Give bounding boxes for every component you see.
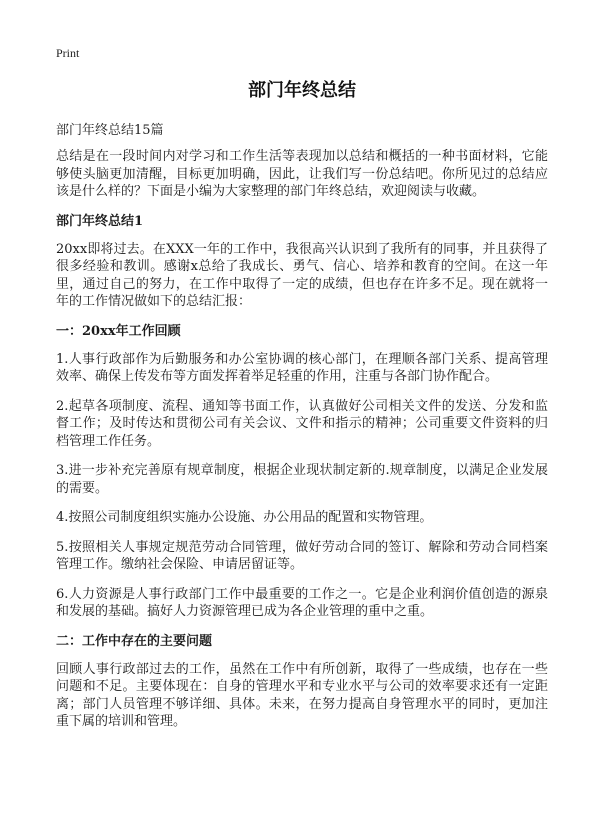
list-item: 5.按照相关人事规定规范劳动合同管理，做好劳动合同的签订、解除和劳动合同档案管理工作。缴纳社会保险、申请居留证等。 xyxy=(56,539,548,572)
list-item: 1.人事行政部作为后勤服务和办公室协调的核心部门，在理顺各部门关系、提高管理效率、确保上传发布等方面发挥着举足轻重的作用，注重与各部门协作配合。 xyxy=(56,351,548,384)
list-item: 6.人力资源是人事行政部门工作中最重要的工作之一。它是企业利润价值创造的源泉和发展的基础。搞好人力资源管理已成为各企业管理的重中之重。 xyxy=(56,586,548,619)
list-item: 4.按照公司制度组织实施办公设施、办公用品的配置和实物管理。 xyxy=(56,510,433,525)
print-link[interactable]: Print xyxy=(56,46,80,60)
list-item: 2.起草各项制度、流程、通知等书面工作，认真做好公司相关文件的发送、分发和监督工作；及时传达和贯彻公司有关会议、文件和指示的精神；公司重要文件资料的归档管理工作任务。 xyxy=(56,398,548,449)
page-title: 部门年终总结 xyxy=(248,80,356,101)
document-subtitle: 部门年终总结15篇 xyxy=(56,123,164,138)
intro-paragraph: 总结是在一段时间内对学习和工作生活等表现加以总结和概括的一种书面材料，它能够使头脑更加清醒，目标更加明确，因此，让我们写一份总结吧。你所见过的总结应该是什么样的？下面是小编为大家整理的部门年终总结，欢迎阅读与收藏。 xyxy=(56,149,548,199)
article-intro-paragraph: 20xx即将过去。在XXX一年的工作中，我很高兴认识到了我所有的同事，并且获得了很多经验和教训。感谢x总给了我成长、勇气、信心、培养和教育的空间。在这一年里，通过自己的努力，在工作中取得了一定的成绩，但也存在许多不足。现在就将一年的工作情况做如下的总结汇报： xyxy=(56,241,548,309)
article-heading: 部门年终总结1 xyxy=(56,213,144,229)
section-heading-problems: 二：工作中存在的主要问题 xyxy=(56,633,213,649)
document-body xyxy=(56,78,548,743)
problems-paragraph: 回顾人事行政部过去的工作，虽然在工作中有所创新，取得了一些成绩，也存在一些问题和不足。主要体现在：自身的管理水平和专业水平与公司的效率要求还有一定距离；部门人员管理不够详细、具体。未来，在努力提高自身管理水平的同时，更加注重下属的培训和管理。 xyxy=(56,661,548,729)
section-heading-review: 一：20xx年工作回顾 xyxy=(56,323,181,339)
list-item: 3.进一步补充完善原有规章制度，根据企业现状制定新的.规章制度，以满足企业发展的需要。 xyxy=(56,463,548,496)
